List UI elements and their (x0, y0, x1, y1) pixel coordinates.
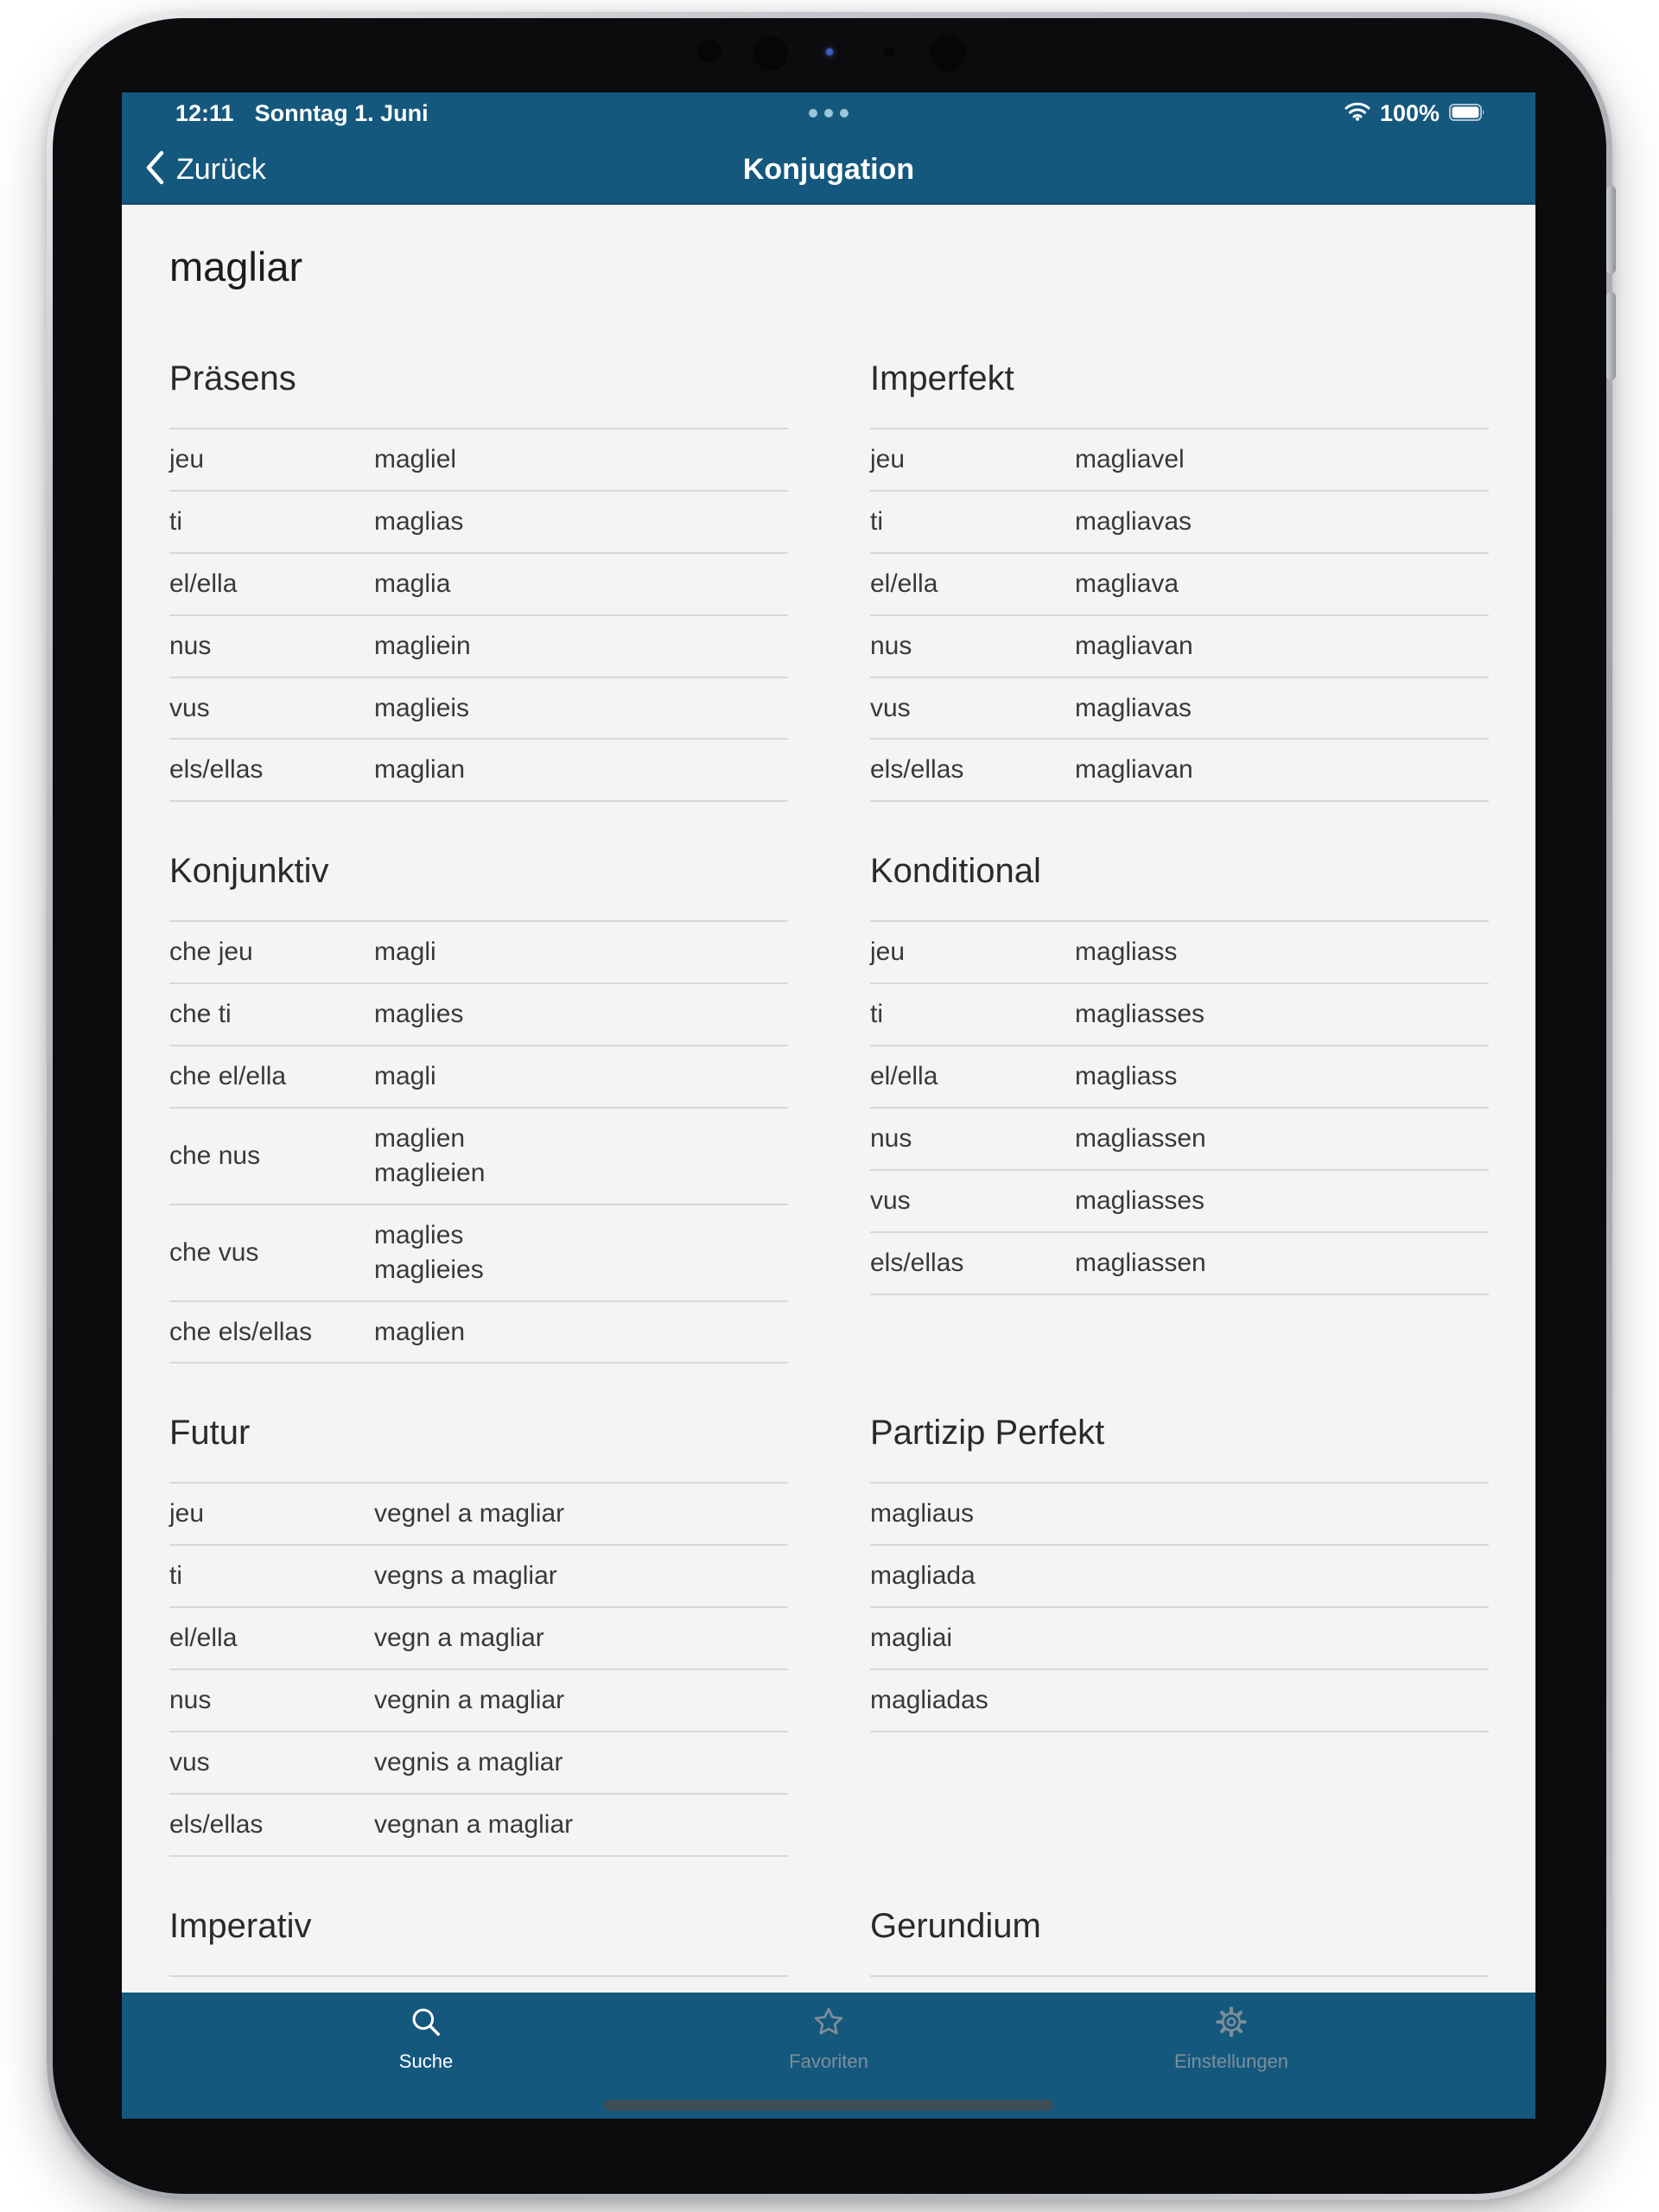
conjugation-section-imperfekt (870, 359, 1489, 802)
verb-form: maglien (374, 1317, 466, 1346)
device-bezel (53, 18, 1606, 2194)
section-title: Partizip Perfekt (870, 1414, 1105, 1452)
sensor-dot (930, 35, 966, 72)
table-row (870, 738, 1489, 800)
table-row (169, 1300, 788, 1363)
verb-form: magliasses (1075, 1185, 1205, 1215)
pronoun-label: che nus (169, 1141, 261, 1170)
sensor-dot (884, 47, 894, 57)
verb-form: maglies (374, 1000, 464, 1029)
verb-form: magliasses (1075, 1000, 1205, 1029)
table-row (870, 1606, 1489, 1669)
verb-form: maglieis (374, 693, 470, 722)
verb-form: maglian (374, 755, 466, 785)
conjugation-table (169, 428, 788, 802)
verb-form: magliein (374, 631, 471, 660)
table-row (169, 428, 788, 490)
status-bar (122, 92, 1535, 134)
section-title: Futur (169, 1414, 251, 1452)
verb-form: magliassen (1075, 1248, 1206, 1277)
conjugation-section-partizip-perfekt (870, 1414, 1489, 1732)
pronoun-label: vus (870, 1185, 911, 1215)
verb-form: vegnel a magliar (374, 1499, 565, 1529)
verb-form: magli (374, 938, 436, 967)
battery-icon (1449, 100, 1485, 127)
gear-icon (1215, 2005, 1248, 2043)
back-button-label: Zurück (176, 152, 266, 186)
pronoun-label: vus (870, 693, 911, 722)
pronoun-label: el/ella (169, 569, 238, 598)
verb-form: magliass (1075, 1062, 1178, 1091)
table-row (169, 1669, 788, 1731)
pronoun-label: ti (870, 1000, 883, 1029)
verb-form: vegnin a magliar (374, 1686, 565, 1715)
table-row (870, 1045, 1489, 1107)
table-row (870, 982, 1489, 1045)
sensor-dot (753, 36, 788, 71)
table-row (169, 1731, 788, 1793)
table-row (169, 982, 788, 1045)
table-row (870, 677, 1489, 739)
pronoun-label: che els/ellas (169, 1317, 313, 1346)
conjugation-sections-grid (169, 359, 1489, 2101)
section-title: Gerundium (870, 1906, 1041, 1945)
table-row (169, 1606, 788, 1669)
pronoun-label: che el/ella (169, 1062, 287, 1091)
tab-einstellungen[interactable] (1136, 2005, 1326, 2073)
clock-date: Sonntag 1. Juni (254, 99, 429, 126)
pronoun-label: jeu (169, 444, 205, 474)
table-row (169, 1482, 788, 1544)
verb-form: vegnan a magliar (374, 1809, 574, 1839)
verb-form: magliavel (1075, 445, 1185, 474)
verb-form: magliai (870, 1624, 953, 1653)
pronoun-label: ti (169, 1561, 182, 1591)
table-row (169, 490, 788, 552)
verb-form: magliassen (1075, 1124, 1206, 1154)
verb-form: magliel (374, 445, 457, 474)
table-row (870, 1169, 1489, 1231)
navigation-bar (122, 134, 1535, 205)
pronoun-label: ti (169, 506, 182, 536)
table-row (870, 1669, 1489, 1731)
volume-up-button (1606, 186, 1616, 274)
pronoun-label: el/ella (870, 569, 938, 598)
conjugation-table (169, 920, 788, 1363)
pronoun-label: che ti (169, 1000, 232, 1029)
verb-form: vegns a magliar (374, 1561, 557, 1591)
star-icon (812, 2005, 845, 2043)
pronoun-label: els/ellas (169, 755, 264, 785)
pronoun-label: che jeu (169, 938, 253, 967)
tab-label: Einstellungen (1173, 2050, 1289, 2072)
section-title: Konjunktiv (169, 852, 329, 891)
conjugation-section-konjunktiv (169, 852, 788, 1363)
section-title: Konditional (870, 852, 1041, 891)
verb-form: maglien maglieien (374, 1124, 486, 1187)
table-row (870, 614, 1489, 677)
pronoun-label: els/ellas (169, 1809, 264, 1839)
tab-favoriten[interactable] (734, 2005, 924, 2073)
table-row (169, 1204, 788, 1300)
clock-time: 12:11 (175, 99, 234, 126)
ipad-device-frame (47, 12, 1612, 2200)
table-row (870, 1544, 1489, 1606)
verb-form: vegn a magliar (374, 1624, 544, 1653)
tab-label: Suche (398, 2050, 454, 2072)
pronoun-label: vus (169, 693, 210, 722)
pronoun-label: nus (169, 631, 212, 660)
section-title: Imperfekt (870, 359, 1014, 397)
pronoun-label: ti (870, 506, 883, 536)
table-row (169, 552, 788, 614)
table-row (169, 1107, 788, 1204)
verb-form: magliavan (1075, 755, 1193, 785)
table-row (169, 1045, 788, 1107)
page-title: Konjugation (742, 152, 915, 186)
conjugation-content[interactable] (122, 205, 1535, 1993)
verb-form: magliavas (1075, 693, 1192, 722)
sensor-dot (697, 39, 721, 63)
verb-form: maglies maglieies (374, 1220, 484, 1284)
front-camera-icon (822, 45, 837, 60)
multitasking-dots-indicator[interactable] (809, 109, 849, 118)
verb-form: magliavas (1075, 506, 1192, 536)
pronoun-label: els/ellas (870, 755, 964, 785)
pronoun-label: vus (169, 1747, 210, 1777)
wifi-icon (1344, 100, 1370, 127)
pronoun-label: el/ella (870, 1062, 938, 1091)
pronoun-label: jeu (870, 938, 906, 967)
verb-form: magliaus (870, 1499, 975, 1529)
table-row (870, 428, 1489, 490)
table-row (169, 614, 788, 677)
verb-headword: magliar (169, 244, 303, 289)
table-row (870, 490, 1489, 552)
verb-form: maglia (374, 569, 451, 598)
app-screen (122, 92, 1535, 2119)
table-row (870, 1482, 1489, 1544)
section-title: Imperativ (169, 1906, 312, 1945)
verb-form: magliava (1075, 569, 1179, 598)
conjugation-section-präsens (169, 359, 788, 802)
table-row (870, 920, 1489, 982)
table-row (870, 1107, 1489, 1169)
conjugation-table (870, 1482, 1489, 1732)
chevron-left-icon (144, 149, 165, 190)
pronoun-label: els/ellas (870, 1248, 964, 1277)
pronoun-label: jeu (870, 444, 906, 474)
pronoun-label: nus (870, 1123, 912, 1153)
section-title: Präsens (169, 359, 296, 397)
table-row (870, 552, 1489, 614)
verb-form: magliadas (870, 1686, 988, 1715)
conjugation-table (870, 428, 1489, 802)
pronoun-label: nus (870, 631, 912, 660)
battery-percent-label: 100% (1379, 99, 1440, 126)
verb-form: magliavan (1075, 631, 1193, 660)
verb-form: vegnis a magliar (374, 1748, 563, 1777)
pronoun-label: che vus (169, 1237, 259, 1267)
verb-form: magliada (870, 1561, 976, 1591)
tab-suche[interactable] (331, 2005, 521, 2073)
conjugation-table (870, 920, 1489, 1294)
pronoun-label: nus (169, 1686, 212, 1715)
table-row (169, 920, 788, 982)
search-icon (410, 2005, 442, 2043)
pronoun-label: el/ella (169, 1624, 238, 1653)
home-indicator[interactable] (604, 2100, 1053, 2111)
verb-form: magliass (1075, 938, 1178, 967)
table-row (169, 677, 788, 739)
table-row (169, 738, 788, 800)
conjugation-section-konditional (870, 852, 1489, 1294)
pronoun-label: jeu (169, 1499, 205, 1529)
verb-form: magli (374, 1062, 436, 1091)
tab-label: Favoriten (789, 2050, 868, 2072)
volume-down-button (1606, 292, 1616, 380)
verb-form: maglias (374, 506, 464, 536)
table-row (169, 1793, 788, 1855)
table-row (870, 1231, 1489, 1294)
table-row (169, 1544, 788, 1606)
back-button[interactable] (144, 134, 266, 205)
conjugation-section-futur (169, 1414, 788, 1856)
conjugation-table (169, 1482, 788, 1856)
